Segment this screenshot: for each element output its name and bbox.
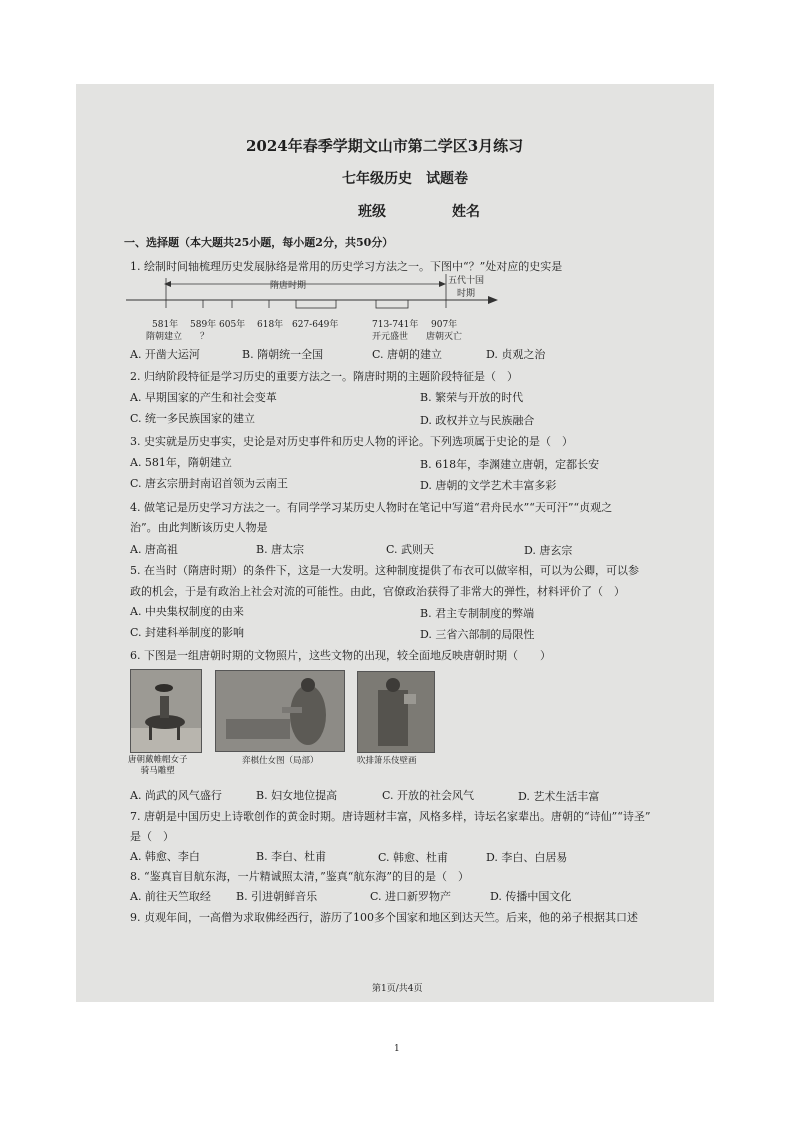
timeline-tick-label: 589年 (190, 320, 217, 330)
timeline-tick-label: 907年 (431, 320, 458, 330)
question-stem: 治”。由此判断该历史人物是 (130, 521, 268, 534)
option-b[interactable]: B. 繁荣与开放的时代 (420, 391, 524, 404)
name-label: 姓名 (452, 204, 480, 220)
timeline-tick-label: 627-649年 (292, 320, 339, 330)
question-stem: 8. “鉴真盲目航东海，一片精诚照太清，”鉴真“航东海”的目的是（ ） (130, 870, 469, 883)
option-c[interactable]: C. 唐玄宗册封南诏首领为云南王 (130, 477, 289, 490)
timeline-tick-label: 713-741年 (372, 320, 419, 330)
timeline-tick-label: 618年 (257, 320, 284, 330)
axis-arrow (488, 296, 498, 304)
wudai-label: 时期 (457, 289, 476, 299)
option-b[interactable]: B. 618年，李渊建立唐朝，定都长安 (420, 458, 600, 471)
option-a[interactable]: A. 581年，隋朝建立 (130, 456, 232, 469)
option-a[interactable]: A. 韩愈、李白 (130, 850, 200, 863)
question-stem: 5. 在当时（隋唐时期）的条件下，这是一大发明。这种制度提供了布衣可以做宰相，可以为公卿，可以参 (130, 564, 639, 577)
timeline-tick-label: 581年 (152, 320, 179, 330)
option-b[interactable]: B. 引进朝鲜音乐 (236, 890, 318, 903)
question-stem: 政的机会，于是有政治上社会对流的可能性。由此，官僚政治获得了非常大的弹性，材料评价了（ ） (130, 585, 625, 598)
option-d[interactable]: D. 贞观之治 (486, 348, 546, 361)
question-stem: 1. 绘制时间轴梳理历史发展脉络是常用的历史学习方法之一。下图中“？”处对应的史实是 (130, 260, 563, 273)
option-d[interactable]: D. 艺术生活丰富 (518, 790, 600, 803)
class-label: 班级 (358, 204, 386, 220)
section-heading: 一、选择题（本大题共25小题，每小题2分，共50分） (124, 236, 394, 249)
arrow-left (164, 281, 171, 287)
option-d[interactable]: D. 李白、白居易 (486, 851, 568, 864)
question-stem: 7. 唐朝是中国历史上诗歌创作的黄金时期。唐诗题材丰富，风格多样，诗坛名家辈出。唐朝的“诗仙”“诗圣” (130, 810, 651, 823)
option-c[interactable]: C. 韩愈、杜甫 (378, 851, 449, 864)
question-stem: 4. 做笔记是历史学习方法之一。有同学学习某历史人物时在笔记中写道“君舟民水”“天可汗”“贞观之 (130, 501, 613, 514)
option-a[interactable]: A. 开凿大运河 (130, 348, 200, 361)
document-page-number: 1 (394, 1044, 400, 1054)
question-stem: 6. 下图是一组唐朝时期的文物照片，这些文物的出现，较全面地反映唐朝时期（ ） (130, 649, 551, 662)
exam-subtitle: 七年级历史 试题卷 (342, 171, 468, 187)
option-d[interactable]: D. 三省六部制的局限性 (420, 628, 535, 641)
option-a[interactable]: A. 唐高祖 (130, 543, 178, 556)
option-d[interactable]: D. 政权并立与民族融合 (420, 414, 535, 427)
question-stem: 3. 史实就是历史事实，史论是对历史事件和历史人物的评论。下列选项属于史论的是（ ） (130, 435, 573, 448)
option-b[interactable]: B. 隋朝统一全国 (242, 348, 324, 361)
option-d[interactable]: D. 唐朝的文学艺术丰富多彩 (420, 479, 557, 492)
wudai-label: 五代十国 (448, 276, 485, 286)
option-c[interactable]: C. 封建科举制度的影响 (130, 626, 245, 639)
question-stem: 9. 贞观年间，一高僧为求取佛经西行，游历了100多个国家和地区到达天竺。后来，他的弟子根据其口述 (130, 911, 638, 924)
option-c[interactable]: C. 唐朝的建立 (372, 348, 443, 361)
artifact-photo-mural (357, 671, 435, 753)
range-bracket (296, 300, 336, 308)
option-a[interactable]: A. 尚武的风气盛行 (130, 789, 222, 802)
sheet-page-number: 第1页/共4页 (372, 984, 423, 994)
question-stem: 是（ ） (130, 830, 174, 843)
range-bracket (376, 300, 408, 308)
timeline-sub-label: 开元盛世 (372, 332, 409, 342)
timeline-sub-label: 隋朝建立 (146, 332, 183, 342)
timeline-tick-label: 605年 (219, 320, 246, 330)
option-b[interactable]: B. 李白、杜甫 (256, 850, 327, 863)
option-c[interactable]: C. 统一多民族国家的建立 (130, 412, 256, 425)
option-b[interactable]: B. 唐太宗 (256, 543, 305, 556)
artifact-caption: 吹排箫乐伎壁画 (357, 756, 417, 766)
timeline-sub-label: 唐朝灭亡 (426, 332, 463, 342)
option-c[interactable]: C. 开放的社会风气 (382, 789, 475, 802)
option-c[interactable]: C. 进口新罗物产 (370, 890, 452, 903)
option-a[interactable]: A. 早期国家的产生和社会变革 (130, 391, 277, 404)
period-label: 隋唐时期 (270, 281, 307, 291)
exam-sheet (76, 84, 714, 1002)
option-d[interactable]: D. 唐玄宗 (524, 544, 573, 557)
option-d[interactable]: D. 传播中国文化 (490, 890, 572, 903)
arrow-right (439, 281, 446, 287)
option-b[interactable]: B. 妇女地位提高 (256, 789, 338, 802)
artifact-caption: 唐朝戴帷帽女子 骑马雕塑 (128, 755, 188, 776)
option-a[interactable]: A. 前往天竺取经 (130, 890, 211, 903)
option-b[interactable]: B. 君主专制制度的弊端 (420, 607, 535, 620)
artifact-caption: 弈棋仕女图（局部） (242, 756, 319, 766)
artifact-photo-weiqi-painting (215, 670, 345, 752)
timeline-sub-label: ？ (200, 332, 210, 342)
question-stem: 2. 归纳阶段特征是学习历史的重要方法之一。隋唐时期的主题阶段特征是（ ） (130, 370, 518, 383)
artifact-photo-horse-rider (130, 669, 202, 753)
option-c[interactable]: C. 武则天 (386, 543, 435, 556)
exam-title: 2024年春季学期文山市第二学区3月练习 (246, 137, 524, 155)
option-a[interactable]: A. 中央集权制度的由来 (130, 605, 244, 618)
